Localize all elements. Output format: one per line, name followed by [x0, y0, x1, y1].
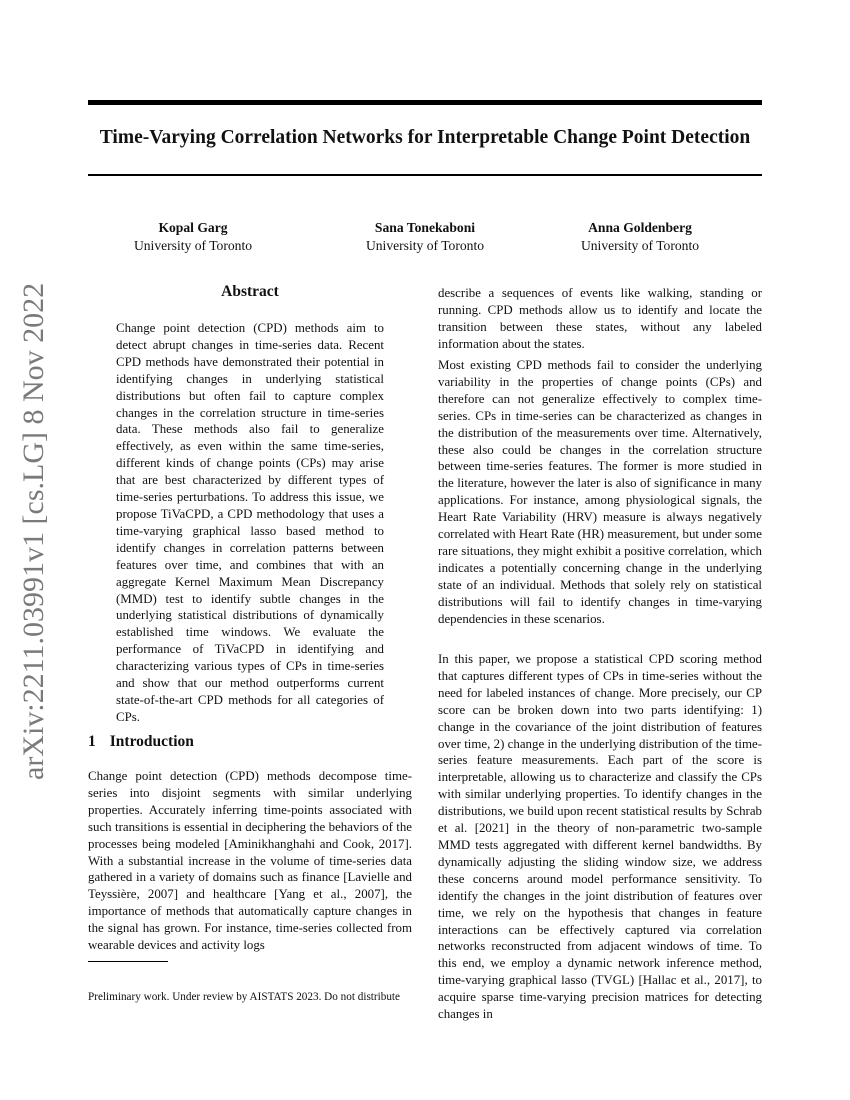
title-top-rule — [88, 100, 762, 105]
arxiv-stamp: arXiv:2211.03991v1 [cs.LG] 8 Nov 2022 — [17, 282, 50, 780]
author-name: Sana Tonekaboni — [374, 220, 476, 235]
author-block — [540, 219, 740, 255]
abstract-heading: Abstract — [221, 283, 279, 300]
footnote-rule — [88, 961, 168, 962]
author-block — [325, 219, 525, 255]
right-paragraph-1 — [438, 285, 762, 353]
abstract-body — [116, 320, 384, 726]
abstract-text: Change point detection (CPD) methods aim to detect abrupt changes in time-series data. Recent CPD methods have demonstrated their potential in identifying changes in underlying statistical distributions but often fail to capture complex changes in the correlation structure in time-series data. These methods also fail to generalize effectively, as even within the same time-series, different kinds of change points (CPs) may arise that are best characterized by different types of time-series perturbations. To address this issue, we propose TiVaCPD, a CPD methodology that uses a time-varying graphical lasso based method to identify changes in correlation patterns between features over time, and combines that with an aggregate Kernel Maximum Mean Discrepancy (MMD) test to identify subtle changes in the underlying statistical distributions of dynamically established time windows. We evaluate the performance of TiVaCPD in identifying and characterizing various types of CPs in time-series and show that our method outperforms current state-of-the-art CPD methods for all categories of CPs. — [116, 321, 384, 724]
intro-paragraph — [88, 768, 412, 954]
paper-title: Time-Varying Correlation Networks for Interpretable Change Point Detection — [99, 127, 751, 148]
right-paragraph-2 — [438, 357, 762, 628]
author-affiliation: University of Toronto — [580, 238, 700, 253]
paragraph-text: Most existing CPD methods fail to consider the underlying variability in the properties of change points (CPs) and therefore can not generalize effectively to complex time-series. CPs in time-series can be characterized as changes in the distribution of the measurements over time. Alternatively, these also could be changes in the correlation structure between time-series features. The former is more studied in the literature, however the later is also of significance in many applications. For instance, among physiological signals, the Heart Rate Variability (HRV) measure is always negatively correlated with Heart Rate (HR) measurement, but under some rare situations, they might exhibit a positive correlation, which indicates a potentially concerning change in the underlying state of an individual. Methods that solely rely on statistical distributions will fail to identify changes in time-varying dependencies in these scenarios. — [438, 358, 762, 626]
intro-text: Change point detection (CPD) methods decompose time-series into disjoint segments with similar underlying properties. Accurately inferring time-points associated with such transitions is essential in deciphering the behaviors of the processes being modeled [Aminikhanghahi and Cook, 2017]. With a substantial increase in the volume of time-series data gathered in a variety of domains such as finance [Lavielle and Teyssière, 2007] and healthcare [Yang et al., 2007], the importance of methods that automatically capture changes in the signal has grown. For instance, time-series collected from wearable devices and activity logs — [88, 769, 412, 953]
author-block — [93, 219, 293, 255]
title-bottom-rule — [88, 174, 762, 176]
author-affiliation: University of Toronto — [133, 238, 253, 253]
right-paragraph-3 — [438, 651, 762, 1023]
section-heading — [88, 733, 208, 751]
author-affiliation: University of Toronto — [365, 238, 485, 253]
author-name: Kopal Garg — [158, 220, 228, 235]
footnote: Preliminary work. Under review by AISTATS 2023. Do not distribute — [88, 991, 401, 1003]
paragraph-text: In this paper, we propose a statistical CPD scoring method that captures different types of CPs in time-series without the need for labeled instances of change. More precisely, our CP score can be broken down into two parts identifying: 1) change in the covariance of the joint distribution of features over time, 2) change in the underlying distribution of the time-series feature measurements. Each part of the score is interpretable, allowing us to characterize and classify the CPs with similar underlying properties. To identify changes in the distributions, we build upon recent statistical results by Schrab et al. [2021] in the theory of non-parametric two-sample MMD tests aggregated with different kernel bandwidths. By dynamically adjusting the sliding window size, we address these concerns around model performance sensitivity. To identify the changes in the joint distribution of features over time, we rely on the hypothesis that changes in feature interactions can be effectively captured via correlation networks reconstructed from adjacent windows of time. To this end, we employ a dynamic network inference method, time-varying graphical lasso (TVGL) [Hallac et al., 2017], to acquire sparse time-varying precision matrices for detecting changes in — [438, 652, 762, 1022]
section-number: 1 — [88, 733, 96, 750]
paragraph-text: describe a sequences of events like walking, standing or running. CPD methods allow us to identify and locate the transition between these states, without any labeled information about the states. — [438, 286, 762, 351]
author-name: Anna Goldenberg — [588, 220, 692, 235]
section-title: Introduction — [109, 733, 194, 750]
